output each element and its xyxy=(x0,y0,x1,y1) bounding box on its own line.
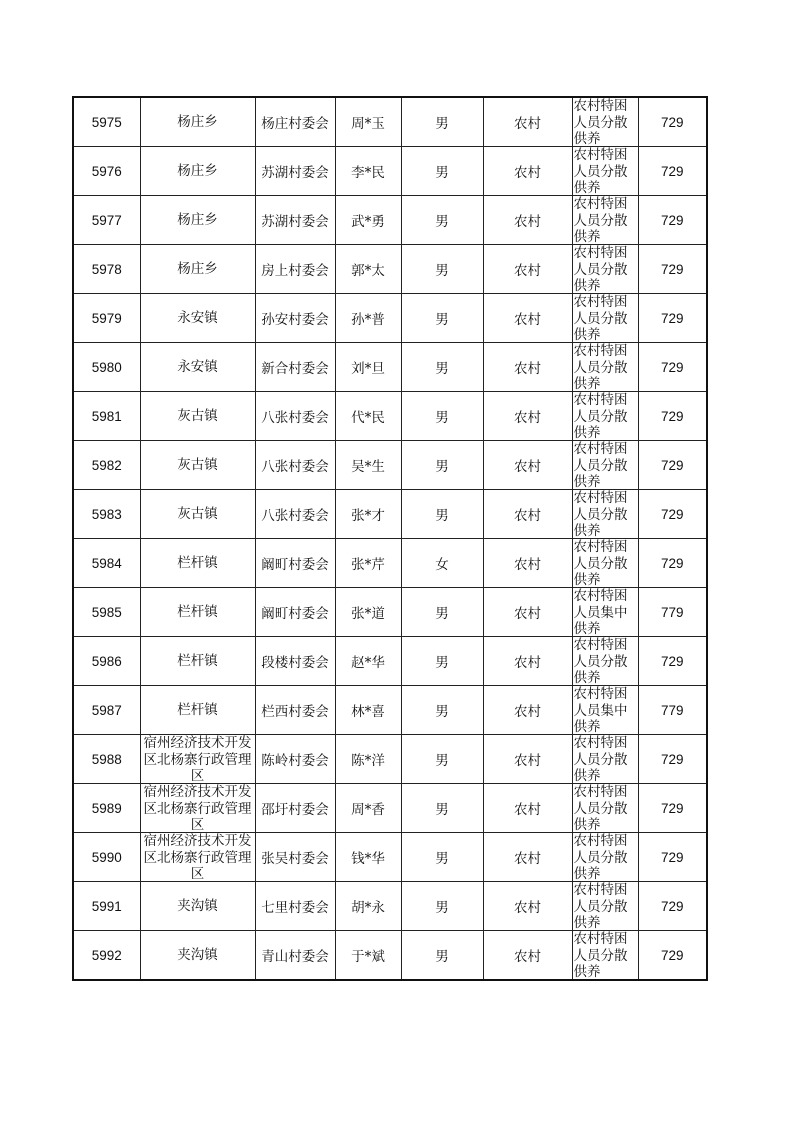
support-category-text: 农村特困人员分散供养 xyxy=(573,245,628,293)
township-cell xyxy=(140,686,255,735)
support-category-cell xyxy=(572,735,638,784)
person-name-cell: 郭*太 xyxy=(335,245,401,294)
amount-cell: 729 xyxy=(638,196,707,245)
township-text: 夹沟镇 xyxy=(177,897,218,914)
support-category-text: 农村特困人员分散供养 xyxy=(573,539,628,587)
support-category-text: 农村特困人员分散供养 xyxy=(573,343,628,391)
support-category-text: 农村特困人员分散供养 xyxy=(573,147,628,195)
table-row xyxy=(73,686,707,735)
amount-cell: 729 xyxy=(638,245,707,294)
support-category-cell xyxy=(572,147,638,196)
amount-cell: 729 xyxy=(638,97,707,147)
gender-cell: 男 xyxy=(401,784,483,833)
township-text: 夹沟镇 xyxy=(177,946,218,963)
village-committee-cell: 张吴村委会 xyxy=(255,833,335,882)
area-type-cell: 农村 xyxy=(483,441,572,490)
table-row xyxy=(73,882,707,931)
table-row xyxy=(73,97,707,147)
township-cell xyxy=(140,441,255,490)
area-type-cell: 农村 xyxy=(483,196,572,245)
township-text: 杨庄乡 xyxy=(177,211,218,228)
gender-cell: 男 xyxy=(401,833,483,882)
township-text: 宿州经济技术开发区北杨寨行政管理区 xyxy=(143,833,252,881)
village-committee-cell: 阚町村委会 xyxy=(255,539,335,588)
township-text: 宿州经济技术开发区北杨寨行政管理区 xyxy=(143,735,252,783)
amount-cell: 729 xyxy=(638,931,707,981)
township-text: 杨庄乡 xyxy=(177,162,218,179)
gender-cell: 男 xyxy=(401,196,483,245)
serial-number-cell: 5975 xyxy=(73,97,140,147)
gender-cell: 男 xyxy=(401,588,483,637)
area-type-cell: 农村 xyxy=(483,931,572,981)
amount-cell: 729 xyxy=(638,343,707,392)
support-category-text: 农村特困人员分散供养 xyxy=(573,637,628,685)
township-cell xyxy=(140,784,255,833)
serial-number-cell: 5986 xyxy=(73,637,140,686)
area-type-cell: 农村 xyxy=(483,245,572,294)
table-row xyxy=(73,637,707,686)
gender-cell: 男 xyxy=(401,147,483,196)
table-row xyxy=(73,735,707,784)
area-type-cell: 农村 xyxy=(483,539,572,588)
area-type-cell: 农村 xyxy=(483,686,572,735)
person-name-cell: 张*道 xyxy=(335,588,401,637)
township-text: 栏杆镇 xyxy=(177,554,218,571)
person-name-cell: 代*民 xyxy=(335,392,401,441)
support-category-text: 农村特困人员分散供养 xyxy=(573,882,628,930)
gender-cell: 男 xyxy=(401,245,483,294)
area-type-cell: 农村 xyxy=(483,147,572,196)
gender-cell: 男 xyxy=(401,882,483,931)
township-text: 永安镇 xyxy=(177,309,218,326)
support-category-cell xyxy=(572,441,638,490)
serial-number-cell: 5978 xyxy=(73,245,140,294)
serial-number-cell: 5988 xyxy=(73,735,140,784)
support-category-cell xyxy=(572,588,638,637)
township-cell xyxy=(140,97,255,147)
person-name-cell: 张*芹 xyxy=(335,539,401,588)
gender-cell: 男 xyxy=(401,97,483,147)
support-category-text: 农村特困人员分散供养 xyxy=(573,931,628,979)
person-name-cell: 林*喜 xyxy=(335,686,401,735)
person-name-cell: 张*才 xyxy=(335,490,401,539)
person-name-cell: 赵*华 xyxy=(335,637,401,686)
support-category-text: 农村特困人员分散供养 xyxy=(573,490,628,538)
township-cell xyxy=(140,588,255,637)
amount-cell: 779 xyxy=(638,588,707,637)
village-committee-cell: 邵圩村委会 xyxy=(255,784,335,833)
amount-cell: 779 xyxy=(638,686,707,735)
area-type-cell: 农村 xyxy=(483,735,572,784)
area-type-cell: 农村 xyxy=(483,343,572,392)
serial-number-cell: 5984 xyxy=(73,539,140,588)
township-cell xyxy=(140,343,255,392)
person-name-cell: 陈*洋 xyxy=(335,735,401,784)
amount-cell: 729 xyxy=(638,539,707,588)
village-committee-cell: 苏湖村委会 xyxy=(255,196,335,245)
serial-number-cell: 5989 xyxy=(73,784,140,833)
serial-number-cell: 5983 xyxy=(73,490,140,539)
support-category-cell xyxy=(572,637,638,686)
area-type-cell: 农村 xyxy=(483,882,572,931)
person-name-cell: 于*斌 xyxy=(335,931,401,981)
serial-number-cell: 5987 xyxy=(73,686,140,735)
person-name-cell: 胡*永 xyxy=(335,882,401,931)
township-text: 永安镇 xyxy=(177,358,218,375)
township-text: 宿州经济技术开发区北杨寨行政管理区 xyxy=(143,784,252,832)
amount-cell: 729 xyxy=(638,441,707,490)
person-name-cell: 吴*生 xyxy=(335,441,401,490)
support-category-cell xyxy=(572,784,638,833)
township-text: 杨庄乡 xyxy=(177,260,218,277)
support-category-text: 农村特困人员集中供养 xyxy=(573,588,628,636)
township-cell xyxy=(140,245,255,294)
serial-number-cell: 5992 xyxy=(73,931,140,981)
village-committee-cell: 青山村委会 xyxy=(255,931,335,981)
table-row xyxy=(73,441,707,490)
support-category-text: 农村特困人员分散供养 xyxy=(573,98,628,146)
amount-cell: 729 xyxy=(638,882,707,931)
table-row xyxy=(73,343,707,392)
gender-cell: 男 xyxy=(401,294,483,343)
township-cell xyxy=(140,392,255,441)
support-category-cell xyxy=(572,882,638,931)
support-category-cell xyxy=(572,392,638,441)
support-category-cell xyxy=(572,294,638,343)
township-text: 栏杆镇 xyxy=(177,652,218,669)
village-committee-cell: 孙安村委会 xyxy=(255,294,335,343)
amount-cell: 729 xyxy=(638,833,707,882)
serial-number-cell: 5980 xyxy=(73,343,140,392)
support-category-cell xyxy=(572,539,638,588)
serial-number-cell: 5982 xyxy=(73,441,140,490)
village-committee-cell: 段楼村委会 xyxy=(255,637,335,686)
area-type-cell: 农村 xyxy=(483,784,572,833)
serial-number-cell: 5979 xyxy=(73,294,140,343)
area-type-cell: 农村 xyxy=(483,833,572,882)
gender-cell: 男 xyxy=(401,686,483,735)
person-name-cell: 钱*华 xyxy=(335,833,401,882)
table-row xyxy=(73,147,707,196)
support-category-cell xyxy=(572,196,638,245)
support-category-cell xyxy=(572,833,638,882)
table-row xyxy=(73,392,707,441)
table-row xyxy=(73,588,707,637)
township-cell xyxy=(140,147,255,196)
area-type-cell: 农村 xyxy=(483,637,572,686)
township-text: 灰古镇 xyxy=(177,505,218,522)
township-text: 灰古镇 xyxy=(177,456,218,473)
village-committee-cell: 栏西村委会 xyxy=(255,686,335,735)
serial-number-cell: 5977 xyxy=(73,196,140,245)
gender-cell: 男 xyxy=(401,392,483,441)
township-text: 杨庄乡 xyxy=(177,113,218,130)
person-name-cell: 李*民 xyxy=(335,147,401,196)
support-category-cell xyxy=(572,245,638,294)
support-category-cell xyxy=(572,931,638,981)
gender-cell: 女 xyxy=(401,539,483,588)
village-committee-cell: 陈岭村委会 xyxy=(255,735,335,784)
village-committee-cell: 八张村委会 xyxy=(255,441,335,490)
table-row xyxy=(73,539,707,588)
village-committee-cell: 杨庄村委会 xyxy=(255,97,335,147)
support-category-cell xyxy=(572,97,638,147)
support-category-text: 农村特困人员分散供养 xyxy=(573,784,628,832)
township-cell xyxy=(140,196,255,245)
village-committee-cell: 八张村委会 xyxy=(255,392,335,441)
support-category-cell xyxy=(572,490,638,539)
amount-cell: 729 xyxy=(638,392,707,441)
gender-cell: 男 xyxy=(401,441,483,490)
serial-number-cell: 5981 xyxy=(73,392,140,441)
township-cell xyxy=(140,539,255,588)
village-committee-cell: 房上村委会 xyxy=(255,245,335,294)
gender-cell: 男 xyxy=(401,343,483,392)
person-name-cell: 孙*普 xyxy=(335,294,401,343)
township-cell xyxy=(140,833,255,882)
township-text: 栏杆镇 xyxy=(177,603,218,620)
village-committee-cell: 八张村委会 xyxy=(255,490,335,539)
amount-cell: 729 xyxy=(638,147,707,196)
township-cell xyxy=(140,490,255,539)
area-type-cell: 农村 xyxy=(483,294,572,343)
amount-cell: 729 xyxy=(638,784,707,833)
support-category-cell xyxy=(572,343,638,392)
table-row xyxy=(73,784,707,833)
support-category-text: 农村特困人员分散供养 xyxy=(573,833,628,881)
table-row xyxy=(73,490,707,539)
amount-cell: 729 xyxy=(638,735,707,784)
township-cell xyxy=(140,294,255,343)
serial-number-cell: 5991 xyxy=(73,882,140,931)
area-type-cell: 农村 xyxy=(483,392,572,441)
township-cell xyxy=(140,637,255,686)
township-cell xyxy=(140,882,255,931)
table-row xyxy=(73,196,707,245)
area-type-cell: 农村 xyxy=(483,97,572,147)
table-row xyxy=(73,245,707,294)
township-text: 灰古镇 xyxy=(177,407,218,424)
gender-cell: 男 xyxy=(401,637,483,686)
village-committee-cell: 新合村委会 xyxy=(255,343,335,392)
person-name-cell: 周*玉 xyxy=(335,97,401,147)
amount-cell: 729 xyxy=(638,637,707,686)
township-cell xyxy=(140,931,255,981)
township-cell xyxy=(140,735,255,784)
support-category-text: 农村特困人员分散供养 xyxy=(573,735,628,783)
table-row xyxy=(73,931,707,981)
support-category-text: 农村特困人员集中供养 xyxy=(573,686,628,734)
serial-number-cell: 5976 xyxy=(73,147,140,196)
serial-number-cell: 5985 xyxy=(73,588,140,637)
person-name-cell: 周*香 xyxy=(335,784,401,833)
area-type-cell: 农村 xyxy=(483,490,572,539)
support-category-text: 农村特困人员分散供养 xyxy=(573,441,628,489)
amount-cell: 729 xyxy=(638,294,707,343)
table-body xyxy=(73,97,707,980)
gender-cell: 男 xyxy=(401,931,483,981)
village-committee-cell: 苏湖村委会 xyxy=(255,147,335,196)
township-text: 栏杆镇 xyxy=(177,701,218,718)
village-committee-cell: 七里村委会 xyxy=(255,882,335,931)
support-category-text: 农村特困人员分散供养 xyxy=(573,392,628,440)
recipient-table xyxy=(72,96,708,981)
village-committee-cell: 阚町村委会 xyxy=(255,588,335,637)
support-category-text: 农村特困人员分散供养 xyxy=(573,196,628,244)
table-row xyxy=(73,833,707,882)
area-type-cell: 农村 xyxy=(483,588,572,637)
person-name-cell: 刘*旦 xyxy=(335,343,401,392)
table-row xyxy=(73,294,707,343)
support-category-cell xyxy=(572,686,638,735)
gender-cell: 男 xyxy=(401,735,483,784)
serial-number-cell: 5990 xyxy=(73,833,140,882)
gender-cell: 男 xyxy=(401,490,483,539)
amount-cell: 729 xyxy=(638,490,707,539)
person-name-cell: 武*勇 xyxy=(335,196,401,245)
support-category-text: 农村特困人员分散供养 xyxy=(573,294,628,342)
